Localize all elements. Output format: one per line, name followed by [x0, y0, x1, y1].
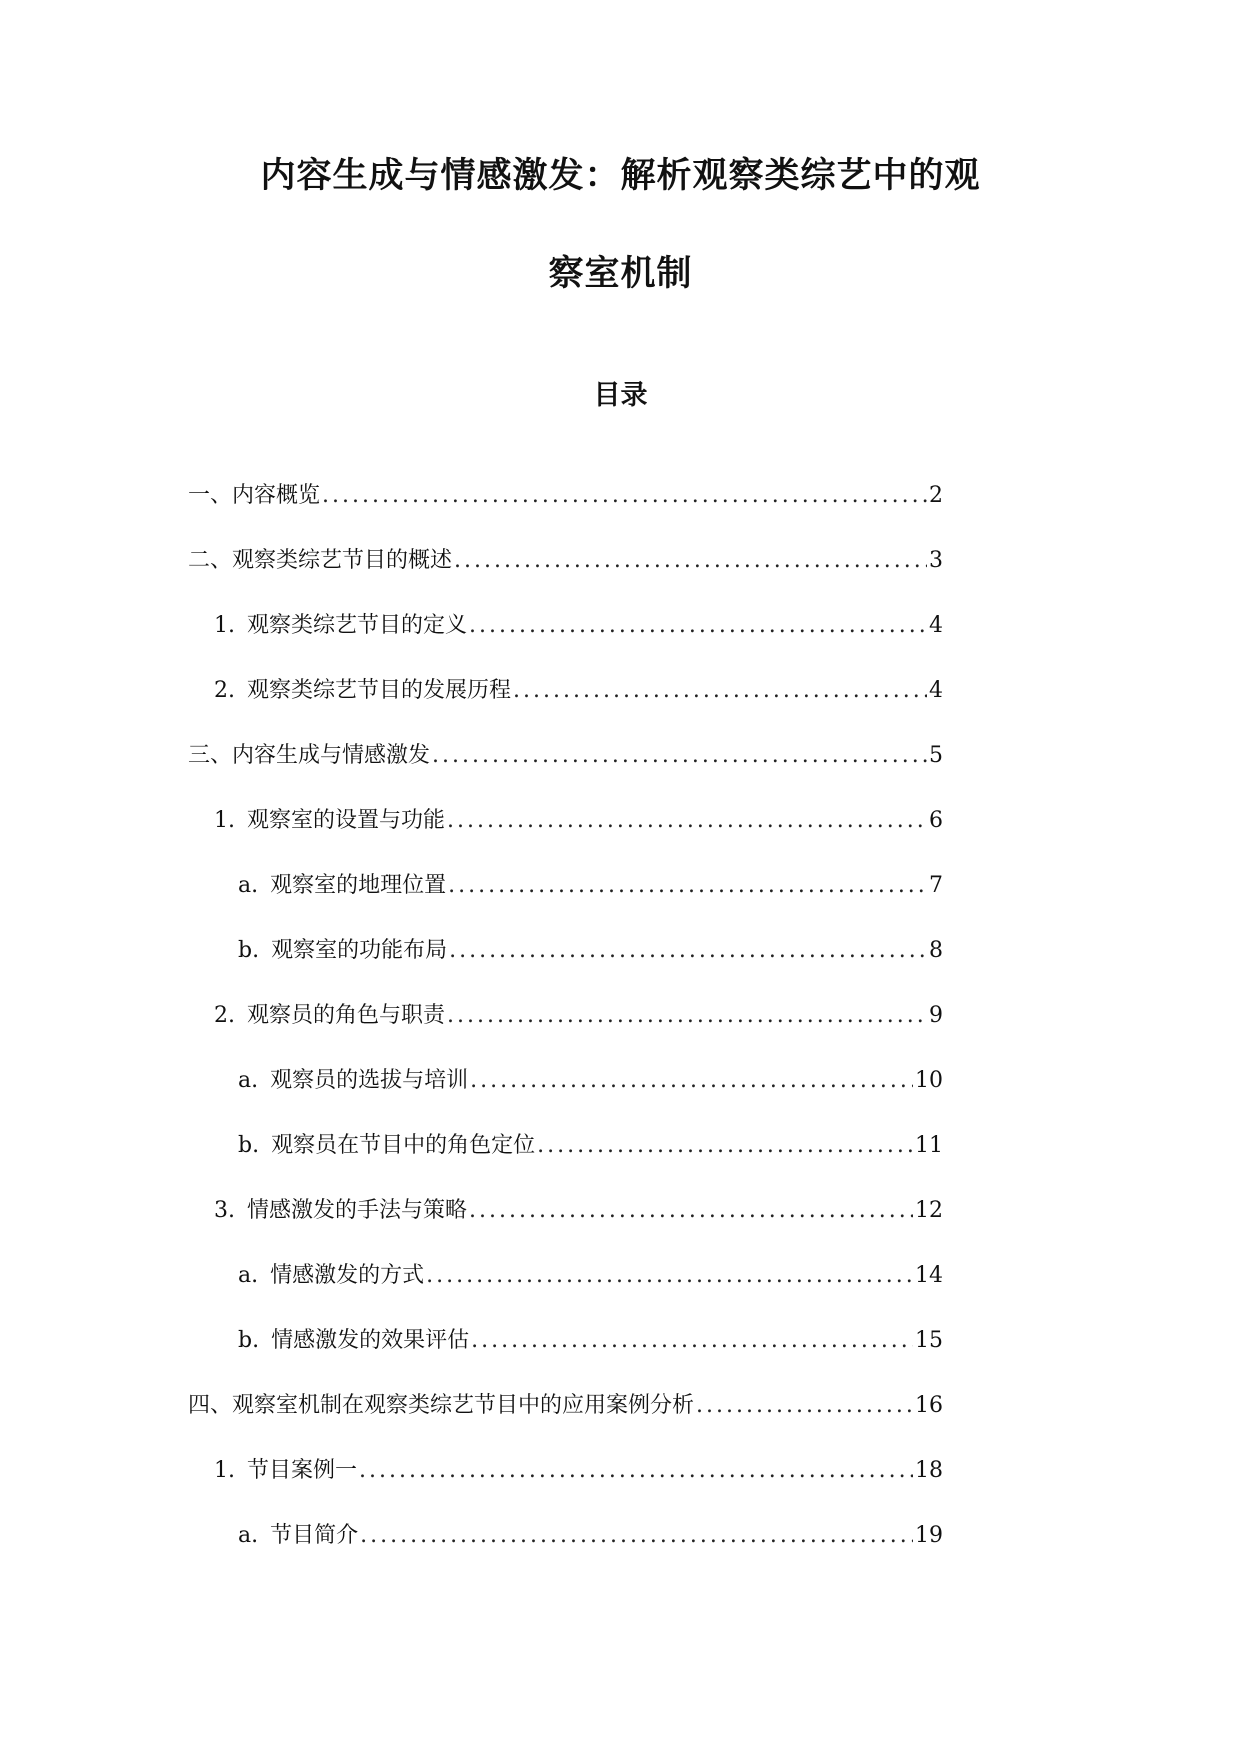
toc-dot-leader [469, 1195, 913, 1227]
toc-entry[interactable] [188, 675, 943, 740]
toc-entry-page-number: 4 [929, 678, 943, 703]
toc-entry-page-number: 9 [929, 1003, 943, 1028]
toc-entry[interactable] [188, 1195, 943, 1260]
toc-entry-number: 3. [214, 1198, 235, 1223]
toc-dot-leader [449, 935, 927, 967]
toc-dot-leader [470, 1065, 913, 1097]
toc-entry[interactable] [188, 545, 943, 610]
toc-entry-label: 观察室的地理位置 [270, 873, 447, 898]
toc-entry[interactable] [188, 1455, 943, 1520]
toc-entry-number: b. [238, 1133, 260, 1158]
toc-entry[interactable] [188, 1065, 943, 1130]
toc-dot-leader [322, 480, 927, 512]
toc-entry-number: 1. [214, 613, 235, 638]
toc-entry-page-number: 16 [915, 1393, 943, 1418]
toc-entry[interactable] [188, 1260, 943, 1325]
toc-entry-label: 节目案例一 [247, 1458, 358, 1483]
toc-entry-number: a. [238, 873, 259, 898]
toc-entry-number: a. [238, 1523, 259, 1548]
toc-entry[interactable] [188, 1390, 943, 1455]
toc-entry-label: 观察类综艺节目的发展历程 [247, 678, 512, 703]
toc-entry-page-number: 18 [915, 1458, 943, 1483]
toc-entry-page-number: 11 [915, 1133, 943, 1158]
toc-dot-leader [432, 740, 927, 772]
toc-entry-label: 观察员的选拔与培训 [270, 1068, 469, 1093]
toc-entry-page-number: 7 [929, 873, 943, 898]
toc-dot-leader [469, 610, 927, 642]
table-of-contents [188, 480, 943, 1585]
toc-entry[interactable] [188, 740, 943, 805]
toc-entry-label: 情感激发的效果评估 [271, 1328, 470, 1353]
toc-entry-page-number: 15 [915, 1328, 943, 1353]
toc-entry-number: a. [238, 1263, 259, 1288]
toc-dot-leader [447, 1000, 927, 1032]
toc-entry-number: 2. [214, 678, 235, 703]
toc-entry-page-number: 8 [929, 938, 943, 963]
toc-entry[interactable] [188, 1325, 943, 1390]
toc-dot-leader [448, 870, 927, 902]
toc-entry-label: 观察室的功能布局 [271, 938, 448, 963]
toc-entry-page-number: 3 [929, 548, 943, 573]
toc-entry[interactable] [188, 1000, 943, 1065]
toc-entry-label: 观察室的设置与功能 [247, 808, 446, 833]
toc-entry-page-number: 10 [915, 1068, 943, 1093]
toc-entry[interactable] [188, 480, 943, 545]
document-title-line-1: 内容生成与情感激发：解析观察类综艺中的观 [260, 156, 981, 196]
toc-entry-label: 四、观察室机制在观察类综艺节目中的应用案例分析 [188, 1393, 695, 1418]
toc-dot-leader [359, 1455, 913, 1487]
toc-dot-leader [360, 1520, 913, 1552]
toc-entry[interactable] [188, 935, 943, 1000]
toc-entry-label: 三、内容生成与情感激发 [188, 743, 431, 768]
toc-dot-leader [447, 805, 927, 837]
toc-entry-number: a. [238, 1068, 259, 1093]
toc-heading: 目录 [593, 380, 648, 411]
toc-entry-number: 2. [214, 1003, 235, 1028]
toc-entry-label: 二、观察类综艺节目的概述 [188, 548, 453, 573]
toc-dot-leader [696, 1390, 913, 1422]
toc-entry-label: 情感激发的手法与策略 [247, 1198, 468, 1223]
toc-entry-number: 1. [214, 808, 235, 833]
toc-entry[interactable] [188, 1130, 943, 1195]
toc-dot-leader [471, 1325, 913, 1357]
toc-entry[interactable] [188, 870, 943, 935]
toc-entry[interactable] [188, 805, 943, 870]
toc-entry-page-number: 12 [915, 1198, 943, 1223]
toc-entry-number: b. [238, 1328, 260, 1353]
toc-entry-number: b. [238, 938, 260, 963]
toc-entry-label: 观察员的角色与职责 [247, 1003, 446, 1028]
toc-entry-page-number: 19 [915, 1523, 943, 1548]
document-title-line-2: 察室机制 [548, 254, 693, 294]
toc-entry-page-number: 6 [929, 808, 943, 833]
toc-entry-page-number: 14 [915, 1263, 943, 1288]
toc-entry-label: 节目简介 [270, 1523, 359, 1548]
toc-entry-page-number: 2 [929, 483, 943, 508]
toc-entry-label: 观察员在节目中的角色定位 [271, 1133, 536, 1158]
toc-entry-label: 观察类综艺节目的定义 [247, 613, 468, 638]
toc-entry[interactable] [188, 1520, 943, 1585]
toc-entry-number: 1. [214, 1458, 235, 1483]
toc-dot-leader [426, 1260, 913, 1292]
toc-entry-page-number: 5 [929, 743, 943, 768]
toc-dot-leader [513, 675, 927, 707]
toc-entry-label: 情感激发的方式 [270, 1263, 425, 1288]
toc-entry[interactable] [188, 610, 943, 675]
toc-entry-label: 一、内容概览 [188, 483, 321, 508]
toc-dot-leader [454, 545, 927, 577]
toc-dot-leader [537, 1130, 913, 1162]
toc-entry-page-number: 4 [929, 613, 943, 638]
